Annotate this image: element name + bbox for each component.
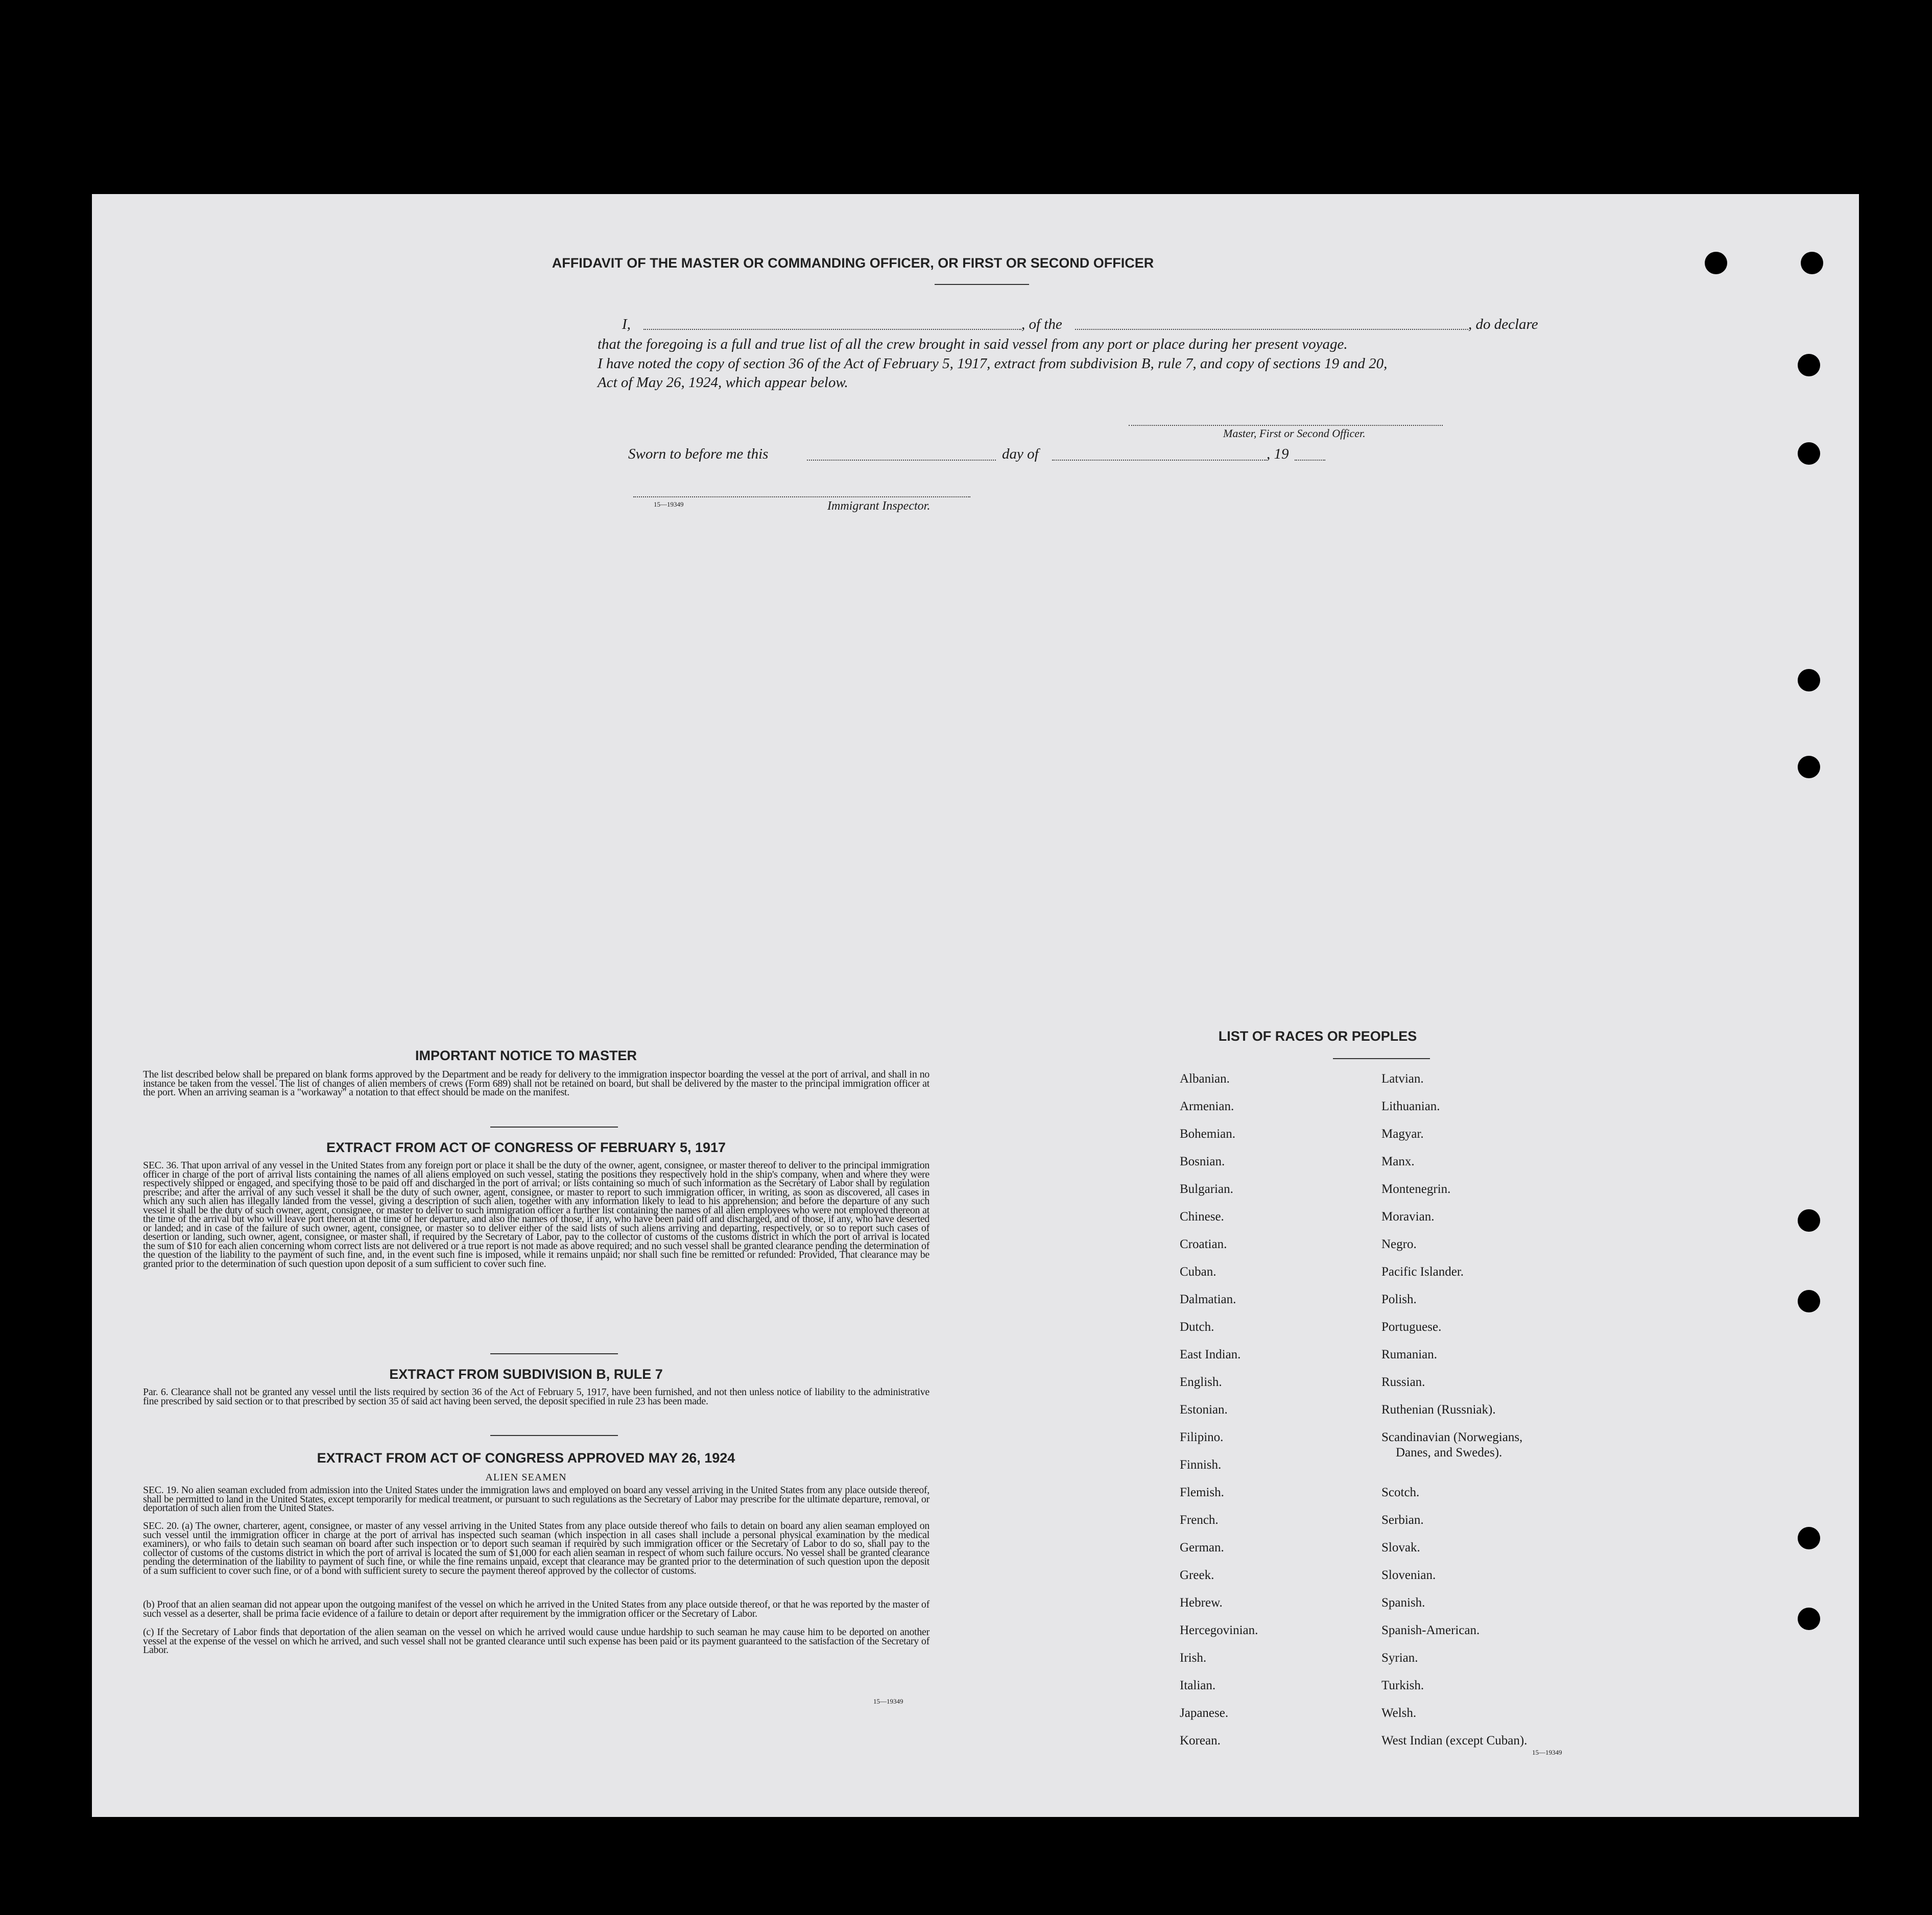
race-item: Bosnian. <box>1180 1155 1225 1168</box>
race-item: Lithuanian. <box>1381 1099 1440 1113</box>
punch-hole <box>1798 756 1820 778</box>
affidavit-line-4: Act of May 26, 1924, which appear below. <box>598 374 848 391</box>
extract-1917-title: EXTRACT FROM ACT OF CONGRESS OF FEBRUARY 5, 1917 <box>326 1140 726 1155</box>
race-item: West Indian (except Cuban). <box>1381 1734 1528 1748</box>
sworn-month-field[interactable] <box>1052 460 1267 461</box>
race-item: Hercegovinian. <box>1180 1623 1258 1637</box>
vessel-name-field[interactable] <box>1075 329 1468 330</box>
race-item: Dutch. <box>1180 1320 1214 1334</box>
race-item: Latvian. <box>1381 1072 1424 1086</box>
race-item: Spanish-American. <box>1381 1623 1480 1637</box>
race-item-line: Scandinavian (Norwegians, <box>1381 1430 1523 1444</box>
extract-1917-text: SEC. 36. That upon arrival of any vessel in the United States from any foreign port or place it shall be the duty of the owner, agent, consignee, or master thereof to deliver to the principal immigration officer in charge of the port of arrival lists containing the names of all aliens employed on such vessel, stating the positions they respectively hold in the ship's company, when and where they were respectively shipped or engaged, and specifying those to be paid off and discharged in the port of arrival; or lists containing so much of such information as the Secretary of Labor shall by regulation prescribe; and after the arrival of any such vessel it shall be the duty of such owner, agent, consignee, or master to report to such immigration officer, in writing, as soon as discovered, all cases in which any such alien has illegally landed from the vessel, giving a description of such alien, together with any information likely to lead to his apprehension; and before the departure of any such vessel it shall be the duty of such owner, agent, consignee, or master to deliver to such immigration officer a further list containing the names of all alien employees who were not employed thereon at the time of the arrival but who will leave port thereon at the time of her departure, and also the names of those, if any, who have been paid off and discharged, and of those, if any, who have deserted or landed; and in case of the failure of such owner, agent, consignee, or master so to deliver either of the said lists of such aliens arriving and departing, respectively, or so to report such cases of desertion or landing, such owner, agent, consignee, or master shall, if required by the Secretary of Labor, pay to the collector of customs of the customs district in which the port of arrival is located the sum of $10 for each alien concerning whom correct lists are not delivered or a true report is not made as above required; and no such vessel shall be granted clearance pending the determination of the question of the liability to the payment of such fine, and, in the event such fine is imposed, while it remains unpaid; nor shall such fine be remitted or refunded: Provided, That clearance may be granted prior to the determination of such question upon deposit of a sum sufficient to cover such fine. <box>143 1160 929 1270</box>
punch-hole <box>1798 1527 1820 1549</box>
race-item: Flemish. <box>1180 1486 1224 1499</box>
race-item-scandinavian <box>1381 1430 1527 1485</box>
race-item: Filipino. <box>1180 1430 1224 1444</box>
race-item: Scotch. <box>1381 1486 1420 1499</box>
race-item: Spanish. <box>1381 1596 1425 1610</box>
punch-hole <box>1798 1608 1820 1630</box>
race-item: Polish. <box>1381 1292 1417 1306</box>
sec-19-text: SEC. 19. No alien seaman excluded from admission into the United States under the immigration laws and employed on board any vessel arriving in the United States from any place outside thereof, shall be permitted to land in the United States, except temporarily for medical treatment, or pursuant to such regulations as the Secretary of Labor may prescribe for the ultimate departure, removal, or deportation of such alien from the United States. <box>143 1485 929 1514</box>
race-item: Pacific Islander. <box>1381 1265 1464 1279</box>
race-item: Welsh. <box>1381 1706 1417 1720</box>
form-number: 15—19349 <box>1532 1749 1562 1756</box>
inspector-signature-field[interactable] <box>633 496 970 497</box>
race-item: Chinese. <box>1180 1210 1224 1224</box>
sec-20a-text: SEC. 20. (a) The owner, charterer, agent, consignee, or master of any vessel arriving in the United States from any place outside thereof who fails to detain on board any alien seaman employed on such vessel until the immigration officer in charge at the port of arrival has inspected such seaman (which inspection in all cases shall include a personal physical examination by the medical examiners), or who fails to detain such seaman on board after such inspection or to deport such seaman if required by such immigration officer or the Secretary of Labor to do so, shall pay to the collector of customs of the customs district in which the port of arrival is located the sum of $1,000 for each alien seaman in respect of whom such failure occurs. No vessel shall be granted clearance pending the determination of the liability to payment of such fine, or while the fine remains unpaid, except that clearance may be granted prior to the determination of such question upon the deposit of a sum sufficient to cover such fine, or of a bond with sufficient surety to secure the payment thereof approved by the collector of customs. <box>143 1520 929 1576</box>
race-item: German. <box>1180 1541 1224 1554</box>
sworn-label: Sworn to before me this <box>628 446 769 462</box>
affidavit-line-2: that the foregoing is a full and true list of all the crew brought in said vessel from any port or place during her present voyage. <box>598 336 1348 352</box>
race-item: Estonian. <box>1180 1403 1228 1417</box>
race-item: Ruthenian (Russniak). <box>1381 1403 1496 1417</box>
race-item: Armenian. <box>1180 1099 1234 1113</box>
race-item: Magyar. <box>1381 1127 1424 1141</box>
race-item: Korean. <box>1180 1734 1221 1748</box>
race-item: Finnish. <box>1180 1458 1222 1472</box>
affidavit-of-the: , of the <box>1021 316 1062 332</box>
extract-1924-title: EXTRACT FROM ACT OF CONGRESS APPROVED MAY 26, 1924 <box>317 1450 735 1466</box>
race-item: Bohemian. <box>1180 1127 1236 1141</box>
sworn-year-field[interactable] <box>1295 460 1325 461</box>
notice-title: IMPORTANT NOTICE TO MASTER <box>415 1048 637 1063</box>
master-signature-field[interactable] <box>1129 425 1443 426</box>
document-page <box>92 194 1859 1817</box>
sec-20c-text: (c) If the Secretary of Labor finds that deportation of the alien seaman on the vessel on which he arrived would cause undue hardship to such seaman he may cause him to be deported on another vessel at the expense of the vessel on which he arrived, and such vessel shall not be granted clearance until such expense has been paid or its payment guaranteed to the satisfaction of the Secretary of Labor. <box>143 1626 929 1656</box>
master-signature-label: Master, First or Second Officer. <box>1223 427 1366 440</box>
race-item: Bulgarian. <box>1180 1182 1233 1196</box>
race-item: Serbian. <box>1381 1513 1424 1527</box>
race-item: Croatian. <box>1180 1237 1227 1251</box>
punch-hole <box>1801 252 1823 274</box>
race-item: Greek. <box>1180 1568 1214 1582</box>
race-item: French. <box>1180 1513 1219 1527</box>
punch-hole <box>1798 354 1820 376</box>
race-item: Italian. <box>1180 1679 1216 1692</box>
sec-20b-text: (b) Proof that an alien seaman did not appear upon the outgoing manifest of the vessel on which he arrived in the United States from any place outside thereof, or that he was reported by the master of such vessel as a deserter, shall be prima facie evidence of a failure to detain or deport after requirement by the immigration officer or the Secretary of Labor. <box>143 1599 929 1619</box>
affidavit-line-3: I have noted the copy of section 36 of the Act of February 5, 1917, extract from subdivision B, rule 7, and copy of sections 19 and 20, <box>598 355 1388 372</box>
master-name-field[interactable] <box>643 329 1021 330</box>
divider <box>490 1353 618 1354</box>
races-title: LIST OF RACES OR PEOPLES <box>1218 1028 1417 1044</box>
alien-seamen-subtitle: ALIEN SEAMEN <box>485 1472 567 1483</box>
subdivision-b-text: Par. 6. Clearance shall not be granted any vessel until the lists required by section 36 of the Act of February 5, 1917, have been furnished, and not then unless notice of liability to the administrative fine prescribed by said section or to that prescribed by section 35 of said act having been served, the deposit specified in rule 23 has been made. <box>143 1386 929 1407</box>
race-item: Dalmatian. <box>1180 1292 1236 1306</box>
race-item: Cuban. <box>1180 1265 1217 1279</box>
race-item: Syrian. <box>1381 1651 1418 1665</box>
races-column-1 <box>1180 1071 1258 1761</box>
race-item: Irish. <box>1180 1651 1207 1665</box>
race-item: Slovak. <box>1381 1541 1420 1554</box>
race-item: East Indian. <box>1180 1348 1241 1361</box>
races-column-2 <box>1381 1071 1527 1761</box>
race-item: English. <box>1180 1375 1222 1389</box>
year-label: , 19 <box>1267 446 1289 462</box>
race-item: Moravian. <box>1381 1210 1435 1224</box>
form-number: 15—19349 <box>873 1697 903 1705</box>
affidavit-do-declare: , do declare <box>1468 316 1538 332</box>
form-number: 15—19349 <box>654 500 684 508</box>
divider <box>935 284 1029 285</box>
sworn-day-field[interactable] <box>807 460 996 461</box>
day-of-label: day of <box>1002 446 1039 462</box>
divider <box>1333 1058 1430 1059</box>
affidavit-i: I, <box>622 316 631 332</box>
divider <box>490 1127 618 1128</box>
race-item: Montenegrin. <box>1381 1182 1451 1196</box>
race-item: Negro. <box>1381 1237 1417 1251</box>
punch-hole <box>1798 1290 1820 1312</box>
race-item: Turkish. <box>1381 1679 1424 1692</box>
punch-hole <box>1798 442 1820 465</box>
punch-hole <box>1798 669 1820 691</box>
inspector-label: Immigrant Inspector. <box>827 499 931 513</box>
punch-hole <box>1705 252 1727 274</box>
race-item: Japanese. <box>1180 1706 1229 1720</box>
race-item: Hebrew. <box>1180 1596 1223 1610</box>
notice-text: The list described below shall be prepared on blank forms approved by the Department and be ready for delivery to the immigration inspector boarding the vessel at the port of arrival, and shall in no instance be taken from the vessel. The list of changes of alien members of crews (Form 689) shall not be retained on board, but shall be delivered by the master to the principal immigration officer at the port. When an arriving seaman is a "workaway" a notation to that effect should be made on the manifest. <box>143 1069 929 1098</box>
race-item-line: Danes, and Swedes). <box>1396 1446 1502 1459</box>
race-item: Slovenian. <box>1381 1568 1436 1582</box>
affidavit-title: AFFIDAVIT OF THE MASTER OR COMMANDING OFFICER, OR FIRST OR SECOND OFFICER <box>552 255 1154 271</box>
race-item: Rumanian. <box>1381 1348 1438 1361</box>
race-item: Portuguese. <box>1381 1320 1442 1334</box>
race-item: Albanian. <box>1180 1072 1230 1086</box>
divider <box>490 1435 618 1436</box>
race-item: Russian. <box>1381 1375 1425 1389</box>
race-item: Manx. <box>1381 1155 1415 1168</box>
subdivision-b-title: EXTRACT FROM SUBDIVISION B, RULE 7 <box>389 1367 663 1382</box>
punch-hole <box>1798 1209 1820 1232</box>
